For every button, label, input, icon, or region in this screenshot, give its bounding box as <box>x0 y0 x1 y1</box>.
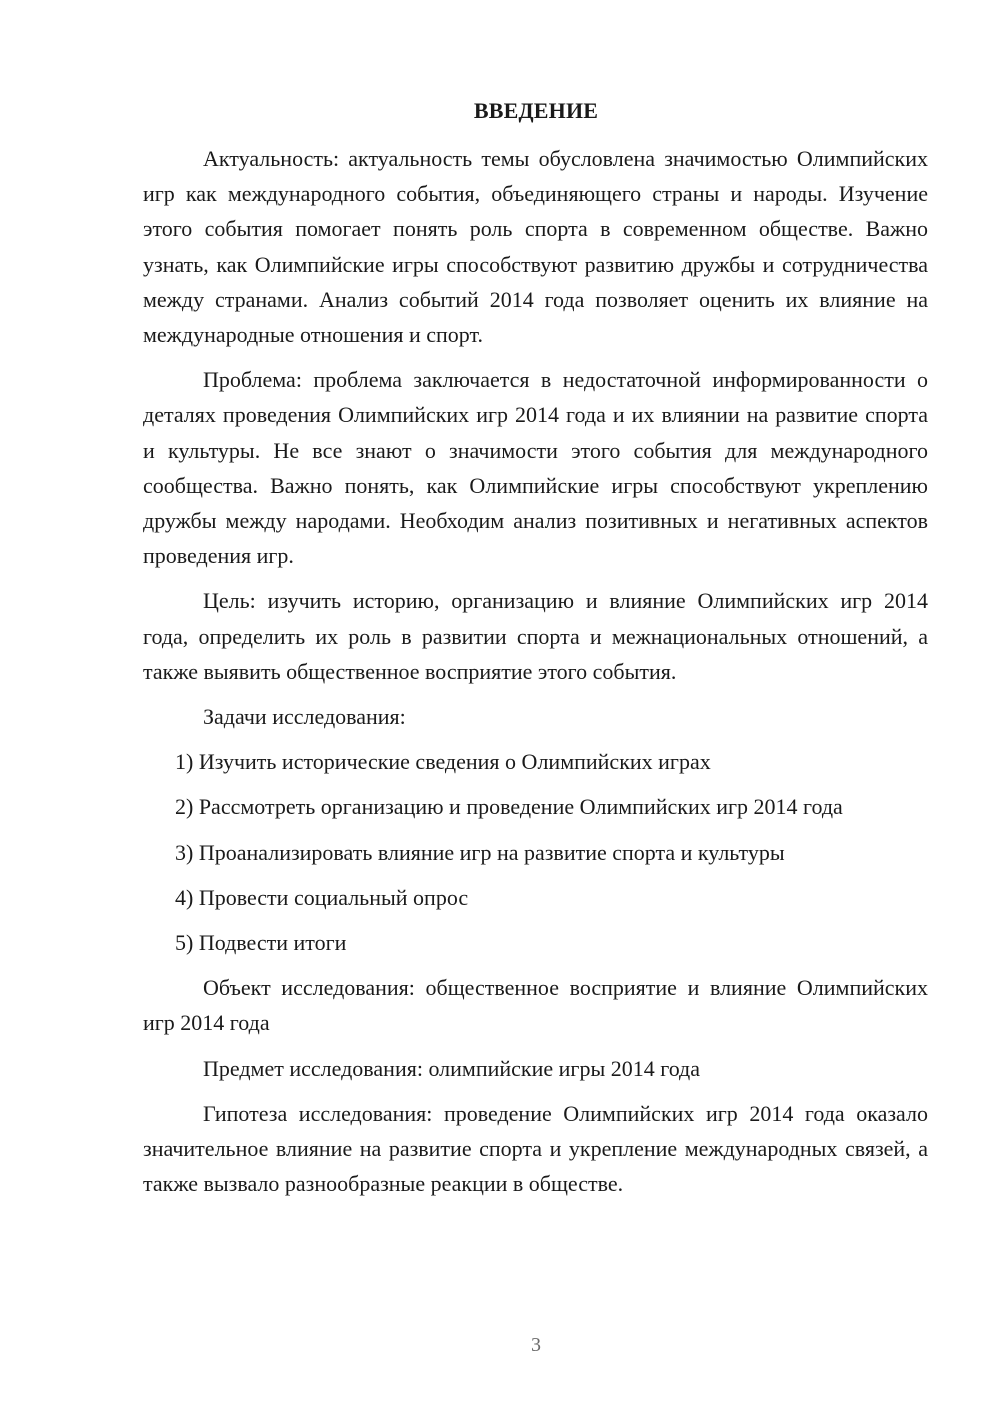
task-item-3: 3) Проанализировать влияние игр на развитие спорта и культуры <box>175 839 785 865</box>
paragraph-goal: Цель: изучить историю, организацию и влияние Олимпийских игр 2014 года, определить их роль в развитии спорта и межнациональных отношений, а также выявить общественное восприятие этого события. <box>143 588 928 684</box>
task-item-2: 2) Рассмотреть организацию и проведение Олимпийских игр 2014 года <box>175 794 843 820</box>
body-text <box>143 141 928 1211</box>
task-item-4: 4) Провести социальный опрос <box>175 884 469 910</box>
paragraph-object: Объект исследования: общественное восприятие и влияние Олимпийских игр 2014 года <box>143 975 928 1036</box>
task-item-1: 1) Изучить исторические сведения о Олимпийских играх <box>175 749 711 775</box>
task-item-5: 5) Подвести итоги <box>175 930 347 956</box>
tasks-heading: Задачи исследования: <box>203 704 406 730</box>
section-title: ВВЕДЕНИЕ <box>473 98 599 123</box>
paragraph-subject: Предмет исследования: олимпийские игры 2014 года <box>203 1055 701 1081</box>
paragraph-relevance: Актуальность: актуальность темы обусловлена значимостью Олимпийских игр как международного события, объединяющего страны и народы. Изучение этого события помогает понять роль спорта в современном обществе. Важно узнать, как Олимпийские игры способствуют развитию дружбы и сотрудничества между странами. Анализ событий 2014 года позволяет оценить их влияние на международные отношения и спорт. <box>143 146 928 348</box>
paragraph-problem: Проблема: проблема заключается в недостаточной информированности о деталях проведения Олимпийских игр 2014 года и их влиянии на развитие спорта и культуры. Не все знают о значимости этого события для международного сообщества. Важно понять, как Олимпийские игры способствуют укреплению дружбы между народами. Необходим анализ позитивных и негативных аспектов проведения игр. <box>143 367 928 569</box>
paragraph-hypothesis: Гипотеза исследования: проведение Олимпийских игр 2014 года оказало значительное влияние на развитие спорта и укрепление международных связей, а также вызвало разнообразные реакции в обществе. <box>143 1100 928 1197</box>
page-number: 3 <box>531 1334 541 1356</box>
